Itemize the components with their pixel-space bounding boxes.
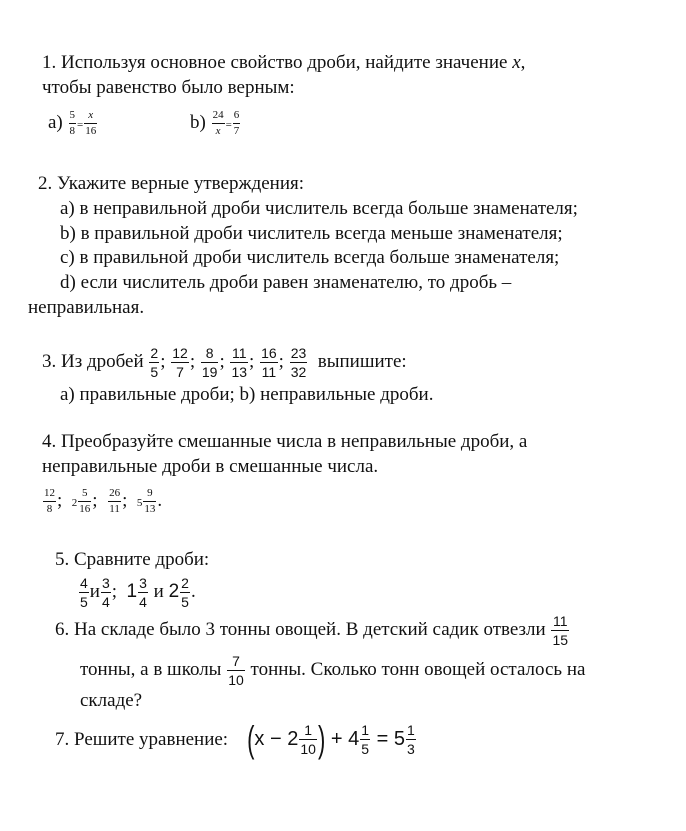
numerator: 24: [212, 109, 224, 122]
problem-4-line-1: 4. Преобразуйте смешанные числа в неправильные дроби, а: [42, 431, 528, 452]
problem-2-option-d: d) если числитель дроби равен знаменателю, то дробь –: [60, 272, 512, 293]
fraction-x-16: [84, 110, 97, 137]
numerator: 11: [231, 345, 247, 362]
separator: ;: [278, 351, 284, 372]
problem-6-line-1: [55, 608, 570, 652]
fraction: [290, 346, 308, 379]
fraction-11-15: [551, 614, 569, 647]
minus-sign: −: [269, 728, 282, 750]
equals-sign: =: [225, 119, 232, 131]
numerator: 16: [261, 345, 277, 362]
denominator: 13: [231, 364, 248, 381]
problem-2-option-b: b) в правильной дроби числитель всегда меньше знаменателя;: [60, 223, 563, 244]
whole-part: 5: [136, 497, 143, 509]
numerator: 1: [361, 722, 369, 739]
variable-x: x: [254, 728, 265, 750]
fraction-9-13: [143, 488, 156, 515]
right-paren: ): [317, 717, 326, 761]
fraction-1-5: [360, 723, 370, 756]
fraction: [149, 346, 159, 379]
denominator: 5: [150, 364, 159, 381]
and-word: и: [89, 581, 100, 602]
problem-2-option-a: a) в неправильной дроби числитель всегда больше знаменателя;: [60, 198, 578, 219]
denominator: 11: [109, 503, 120, 516]
problem-3-line-1: [42, 341, 407, 383]
problem-6-text: тонны, а в школы: [80, 659, 222, 680]
fraction-3-4: [101, 576, 111, 609]
part-a-label: a): [48, 112, 63, 133]
equation: [247, 717, 417, 761]
denominator: 5: [361, 741, 369, 758]
problem-1-line-2: чтобы равенство было верным:: [42, 77, 295, 98]
numerator: 26: [109, 487, 121, 500]
separator: ;: [111, 581, 118, 602]
denominator: 4: [139, 594, 147, 611]
fraction: [201, 346, 219, 379]
separator: ;: [92, 490, 98, 511]
denominator: 3: [406, 741, 415, 758]
fraction: [260, 346, 278, 379]
denominator: 7: [176, 364, 184, 381]
numerator: 7: [232, 653, 240, 670]
numerator: x: [88, 109, 94, 122]
fraction-5-16: [78, 488, 91, 515]
separator: ;: [57, 490, 63, 511]
problem-1-part-a: [48, 104, 98, 144]
fraction: [230, 346, 248, 379]
denominator: 19: [201, 364, 218, 381]
denominator: 7: [233, 125, 240, 138]
fraction-7-10: [227, 654, 245, 687]
problem-7-label: 7. Решите уравнение:: [55, 729, 229, 750]
denominator: 10: [300, 741, 316, 758]
fraction-12-8: [43, 488, 56, 515]
fraction: [171, 346, 189, 379]
numerator: 3: [139, 575, 147, 592]
numerator: 5: [82, 487, 88, 500]
equals-sign: =: [376, 728, 389, 750]
problem-3-text: 3. Из дробей: [42, 351, 144, 372]
problem-6-text: тонны. Сколько тонн овощей осталось на: [250, 659, 586, 680]
denominator: 8: [69, 125, 76, 138]
fraction-4-5: [79, 576, 89, 609]
fraction-26-11: [108, 488, 121, 515]
denominator: 16: [79, 503, 91, 516]
whole-part: 5: [393, 728, 405, 750]
numerator: 12: [172, 345, 188, 362]
variable-x: x: [512, 52, 521, 73]
problem-3-line-2: a) правильные дроби; b) неправильные дроби.: [60, 384, 434, 405]
fraction-6-7: [233, 110, 241, 137]
fraction-2-5: [180, 576, 190, 609]
separator: ;: [160, 351, 166, 372]
denominator: 4: [101, 594, 110, 611]
numerator: 2: [181, 575, 189, 592]
separator: ;: [122, 490, 128, 511]
denominator: 10: [228, 672, 244, 689]
comma: ,: [520, 52, 526, 73]
problem-1-text: 1. Используя основное свойство дроби, найдите значение: [42, 52, 513, 73]
fraction-1-10: [299, 723, 317, 756]
denominator: 5: [181, 594, 189, 611]
numerator: 1: [304, 722, 313, 739]
numerator: 5: [69, 109, 76, 122]
numerator: 9: [147, 487, 153, 500]
separator: ;: [249, 351, 255, 372]
fraction-5-8: [69, 110, 77, 137]
numerator: 8: [205, 345, 214, 362]
denominator: 8: [46, 503, 53, 516]
problem-4-line-2: неправильные дроби в смешанные числа.: [42, 456, 379, 477]
problem-7-equation: [55, 716, 417, 763]
separator: ;: [219, 351, 225, 372]
denominator: 13: [144, 503, 156, 516]
fraction-3-4: [138, 576, 148, 609]
part-b-label: b): [190, 112, 206, 133]
numerator: 1: [406, 722, 415, 739]
denominator: 15: [552, 632, 569, 649]
problem-3-end: выпишите:: [317, 351, 407, 372]
problem-5-comparison: [78, 572, 196, 612]
numerator: 3: [101, 575, 110, 592]
numerator: 11: [552, 613, 568, 630]
and-word: и: [153, 581, 164, 602]
fraction-1-3: [406, 723, 416, 756]
problem-4-fractions: [42, 482, 162, 522]
whole-part: 1: [126, 581, 138, 602]
problem-2-title: 2. Укажите верные утверждения:: [38, 173, 305, 194]
problem-6-text: 6. На складе было 3 тонны овощей. В детский садик отвезли: [55, 619, 546, 640]
left-paren: (: [247, 717, 255, 761]
denominator: x: [215, 125, 221, 138]
problem-5-title: 5. Сравните дроби:: [55, 549, 210, 570]
period: .: [157, 490, 163, 511]
problem-1-part-b: [190, 104, 241, 144]
whole-part: 2: [168, 581, 180, 602]
whole-part: 2: [71, 497, 78, 509]
equals-sign: =: [77, 119, 84, 131]
denominator: 5: [80, 594, 88, 611]
whole-part: 2: [287, 728, 299, 750]
numerator: 12: [44, 487, 55, 500]
problem-1-line-1: [42, 51, 525, 75]
denominator: 32: [290, 364, 307, 381]
denominator: 11: [261, 364, 277, 381]
problem-6-line-3: складе?: [80, 690, 143, 711]
plus-sign: +: [330, 728, 343, 750]
numerator: 6: [233, 109, 240, 122]
fraction-24-x: [212, 110, 225, 137]
numerator: 23: [290, 345, 307, 362]
separator: ;: [189, 351, 196, 372]
numerator: 4: [80, 575, 88, 592]
numerator: 2: [150, 345, 159, 362]
period: .: [190, 581, 196, 602]
problem-2-option-d-cont: неправильная.: [28, 297, 145, 318]
denominator: 16: [85, 125, 97, 138]
whole-part: 4: [348, 728, 360, 750]
problem-2-option-c: c) в правильной дроби числитель всегда больше знаменателя;: [60, 247, 560, 268]
problem-6-line-2: [80, 648, 585, 692]
